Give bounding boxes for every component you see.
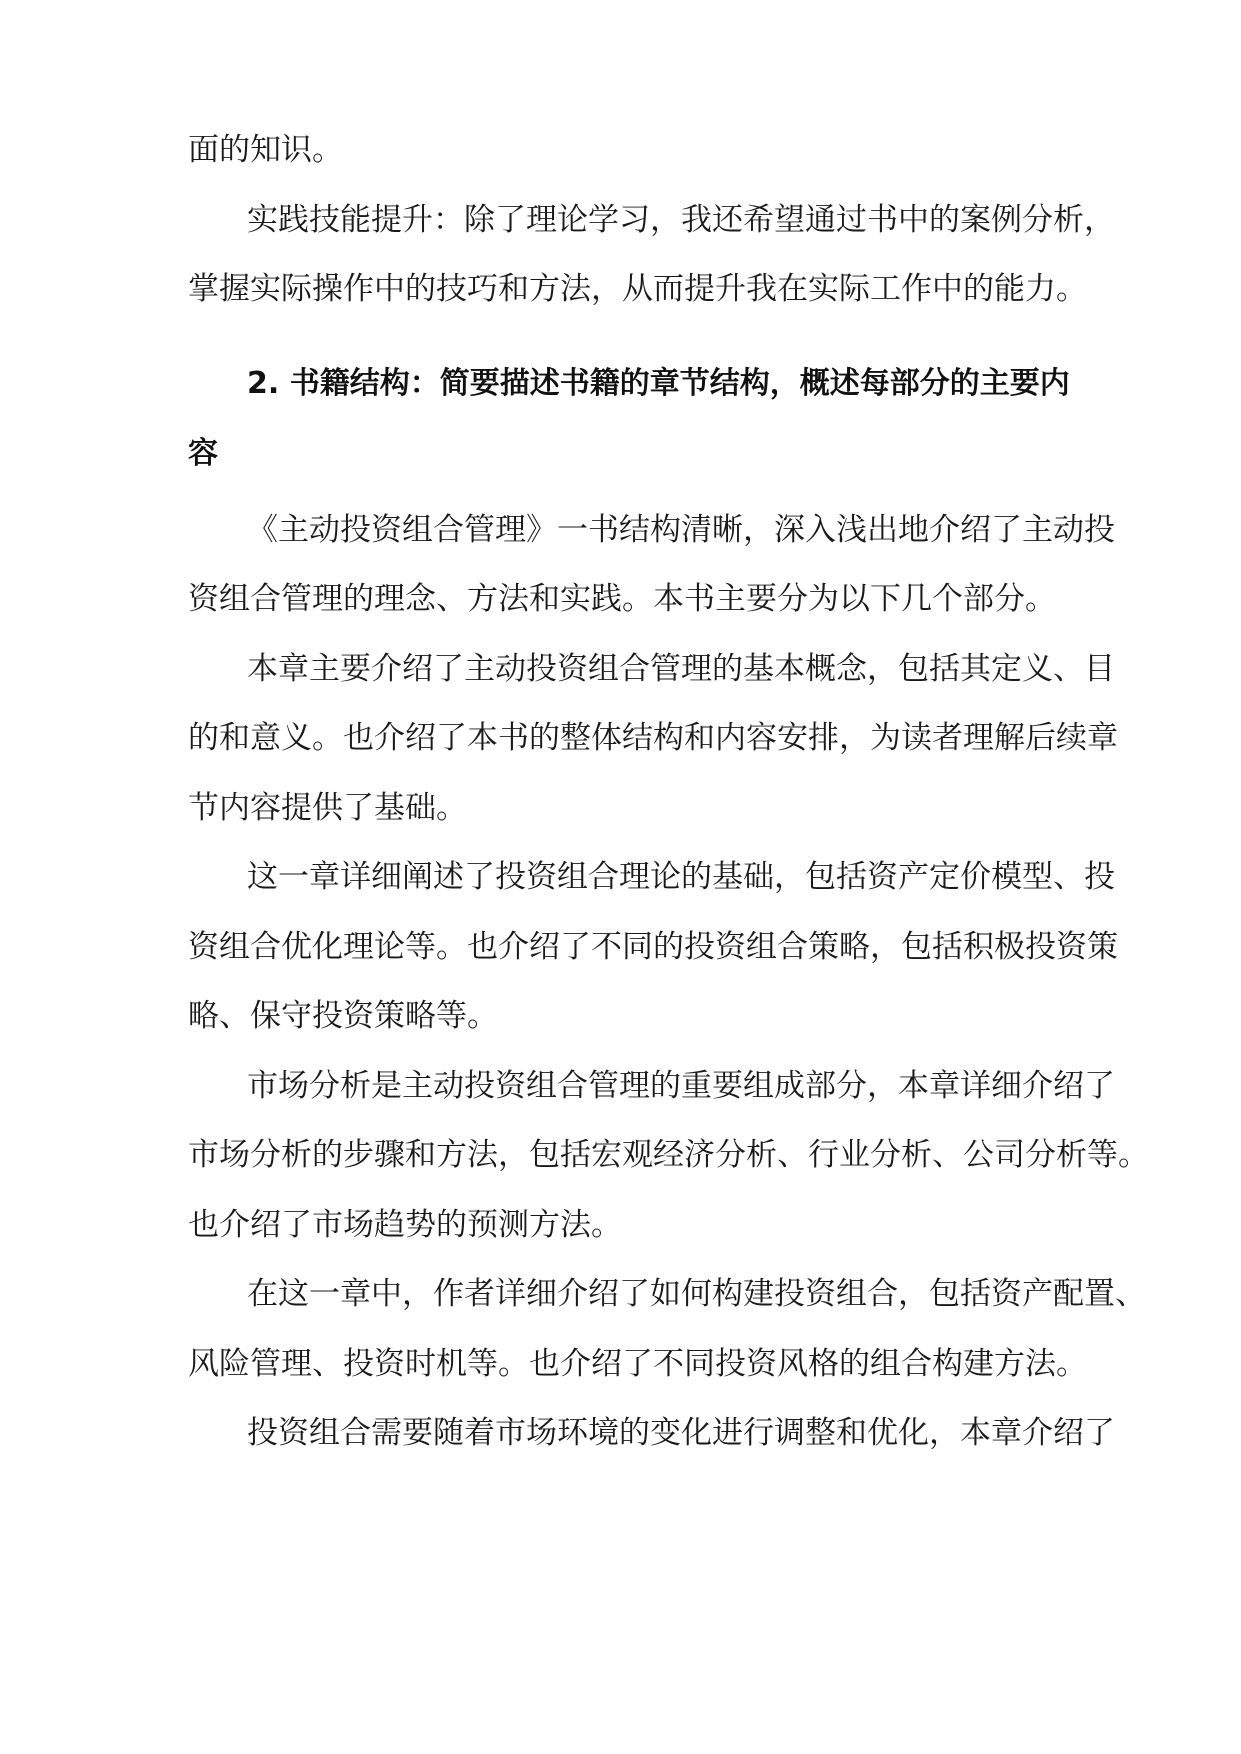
paragraph-line: 掌握实际操作中的技巧和方法，从而提升我在实际工作中的能力。 — [188, 271, 1087, 307]
paragraph-line: 略、保守投资策略等。 — [188, 998, 498, 1034]
paragraph-line: 风险管理、投资时机等。也介绍了不同投资风格的组合构建方法。 — [188, 1346, 1087, 1382]
paragraph-line: 节内容提供了基础。 — [188, 790, 467, 826]
paragraph-line: 资组合管理的理念、方法和实践。本书主要分为以下几个部分。 — [188, 581, 1056, 617]
paragraph-line: 资组合优化理论等。也介绍了不同的投资组合策略，包括积极投资策 — [188, 929, 1118, 965]
paragraph-line: 也介绍了市场趋势的预测方法。 — [188, 1207, 622, 1243]
paragraph-line: 这一章详细阐述了投资组合理论的基础，包括资产定价模型、投 — [247, 859, 1115, 895]
paragraph-line: 面的知识。 — [188, 132, 343, 168]
paragraph-line: 的和意义。也介绍了本书的整体结构和内容安排，为读者理解后续章 — [188, 720, 1118, 756]
section-heading-continued: 容 — [188, 436, 218, 471]
section-heading: 2. 书籍结构：简要描述书籍的章节结构，概述每部分的主要内 — [247, 366, 1070, 401]
paragraph-line: 市场分析的步骤和方法，包括宏观经济分析、行业分析、公司分析等。 — [188, 1137, 1149, 1173]
paragraph-line: 《主动投资组合管理》一书结构清晰，深入浅出地介绍了主动投 — [247, 512, 1115, 548]
paragraph-line: 本章主要介绍了主动投资组合管理的基本概念，包括其定义、目 — [247, 651, 1115, 687]
paragraph-line: 市场分析是主动投资组合管理的重要组成部分，本章详细介绍了 — [247, 1068, 1115, 1104]
paragraph-line: 实践技能提升：除了理论学习，我还希望通过书中的案例分析， — [247, 202, 1115, 238]
paragraph-line: 投资组合需要随着市场环境的变化进行调整和优化，本章介绍了 — [247, 1415, 1115, 1451]
paragraph-line: 在这一章中，作者详细介绍了如何构建投资组合，包括资产配置、 — [247, 1276, 1146, 1312]
